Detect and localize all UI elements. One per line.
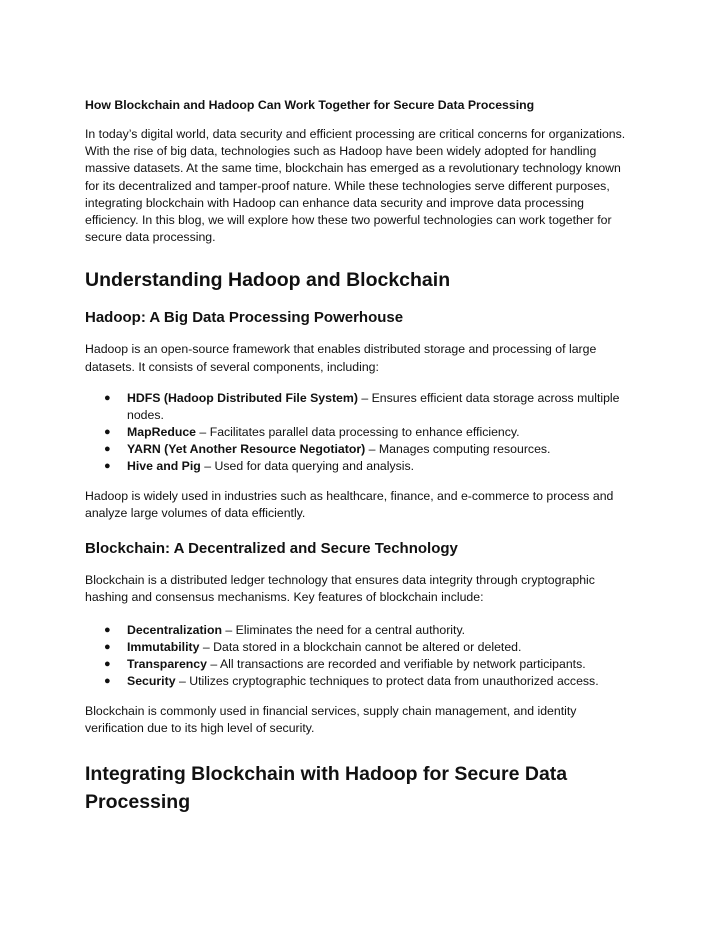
list-item-description: – Ensures efficient data storage across multiple nodes. [127, 390, 620, 422]
section-heading-understanding: Understanding Hadoop and Blockchain [85, 269, 451, 292]
list-item-term: HDFS (Hadoop Distributed File System) [127, 390, 358, 405]
list-item-term: Immutability [127, 639, 200, 654]
list-item-description: – All transactions are recorded and verifiable by network participants. [206, 656, 586, 671]
bullet-icon: ● [104, 459, 111, 472]
list-item-description: – Manages computing resources. [365, 441, 551, 456]
subheading-hadoop: Hadoop: A Big Data Processing Powerhouse [85, 309, 404, 327]
list-item-term: Transparency [127, 656, 207, 671]
bullet-icon: ● [104, 442, 111, 455]
blockchain-intro-paragraph: Blockchain is a distributed ledger technology that ensures data integrity through cryptographic hashing and consensus mechanisms. Key features of blockchain include: [85, 573, 595, 605]
bullet-icon: ● [104, 425, 111, 438]
list-item-term: Hive and Pig [127, 458, 201, 473]
list-item-term: Security [127, 673, 176, 688]
list-item-description: – Facilitates parallel data processing to enhance efficiency. [196, 424, 520, 439]
bullet-icon: ● [104, 657, 111, 670]
hadoop-intro-paragraph: Hadoop is an open-source framework that enables distributed storage and processing of large datasets. It consists of several components, including: [85, 342, 597, 374]
intro-paragraph: In today’s digital world, data security and efficient processing are critical concerns for organizations. With the rise of big data, technologies such as Hadoop have been widely adopted for handling massive datasets. At the same time, blockchain has emerged as a revolutionary technology known for its decentralized and tamper-proof nature. While these technologies serve different purposes, integrating blockchain with Hadoop can enhance data security and improve data processing efficiency. In this blog, we will explore how these two powerful technologies can work together for secure data processing. [85, 127, 626, 245]
bullet-icon: ● [104, 391, 111, 404]
subheading-blockchain: Blockchain: A Decentralized and Secure Technology [85, 540, 458, 558]
list-item [85, 424, 625, 441]
section-heading-integrating: Integrating Blockchain with Hadoop for Secure Data Processing [85, 763, 568, 814]
bullet-icon: ● [104, 640, 111, 653]
list-item [85, 639, 625, 656]
list-item-description: – Data stored in a blockchain cannot be altered or deleted. [199, 639, 522, 654]
list-item [85, 441, 625, 458]
list-item [85, 656, 625, 673]
list-item [85, 673, 625, 690]
blockchain-outro-paragraph: Blockchain is commonly used in financial services, supply chain management, and identity verification due to its high level of security. [85, 703, 577, 735]
bullet-icon: ● [104, 674, 111, 687]
bullet-icon: ● [104, 623, 111, 636]
list-item-description: – Utilizes cryptographic techniques to protect data from unauthorized access. [175, 673, 599, 688]
list-item-term: YARN (Yet Another Resource Negotiator) [127, 441, 366, 456]
list-item-description: – Used for data querying and analysis. [200, 458, 415, 473]
list-item-description: – Eliminates the need for a central authority. [221, 622, 466, 637]
hadoop-outro-paragraph: Hadoop is widely used in industries such as healthcare, finance, and e-commerce to process and analyze large volumes of data efficiently. [85, 488, 614, 521]
list-item [85, 458, 625, 475]
blockchain-features-list [85, 622, 625, 690]
document-title: How Blockchain and Hadoop Can Work Together for Secure Data Processing [85, 98, 535, 112]
hadoop-components-list [85, 390, 625, 475]
list-item-term: MapReduce [127, 424, 197, 439]
list-item [85, 622, 625, 639]
list-item-term: Decentralization [127, 622, 222, 637]
list-item [85, 390, 625, 424]
